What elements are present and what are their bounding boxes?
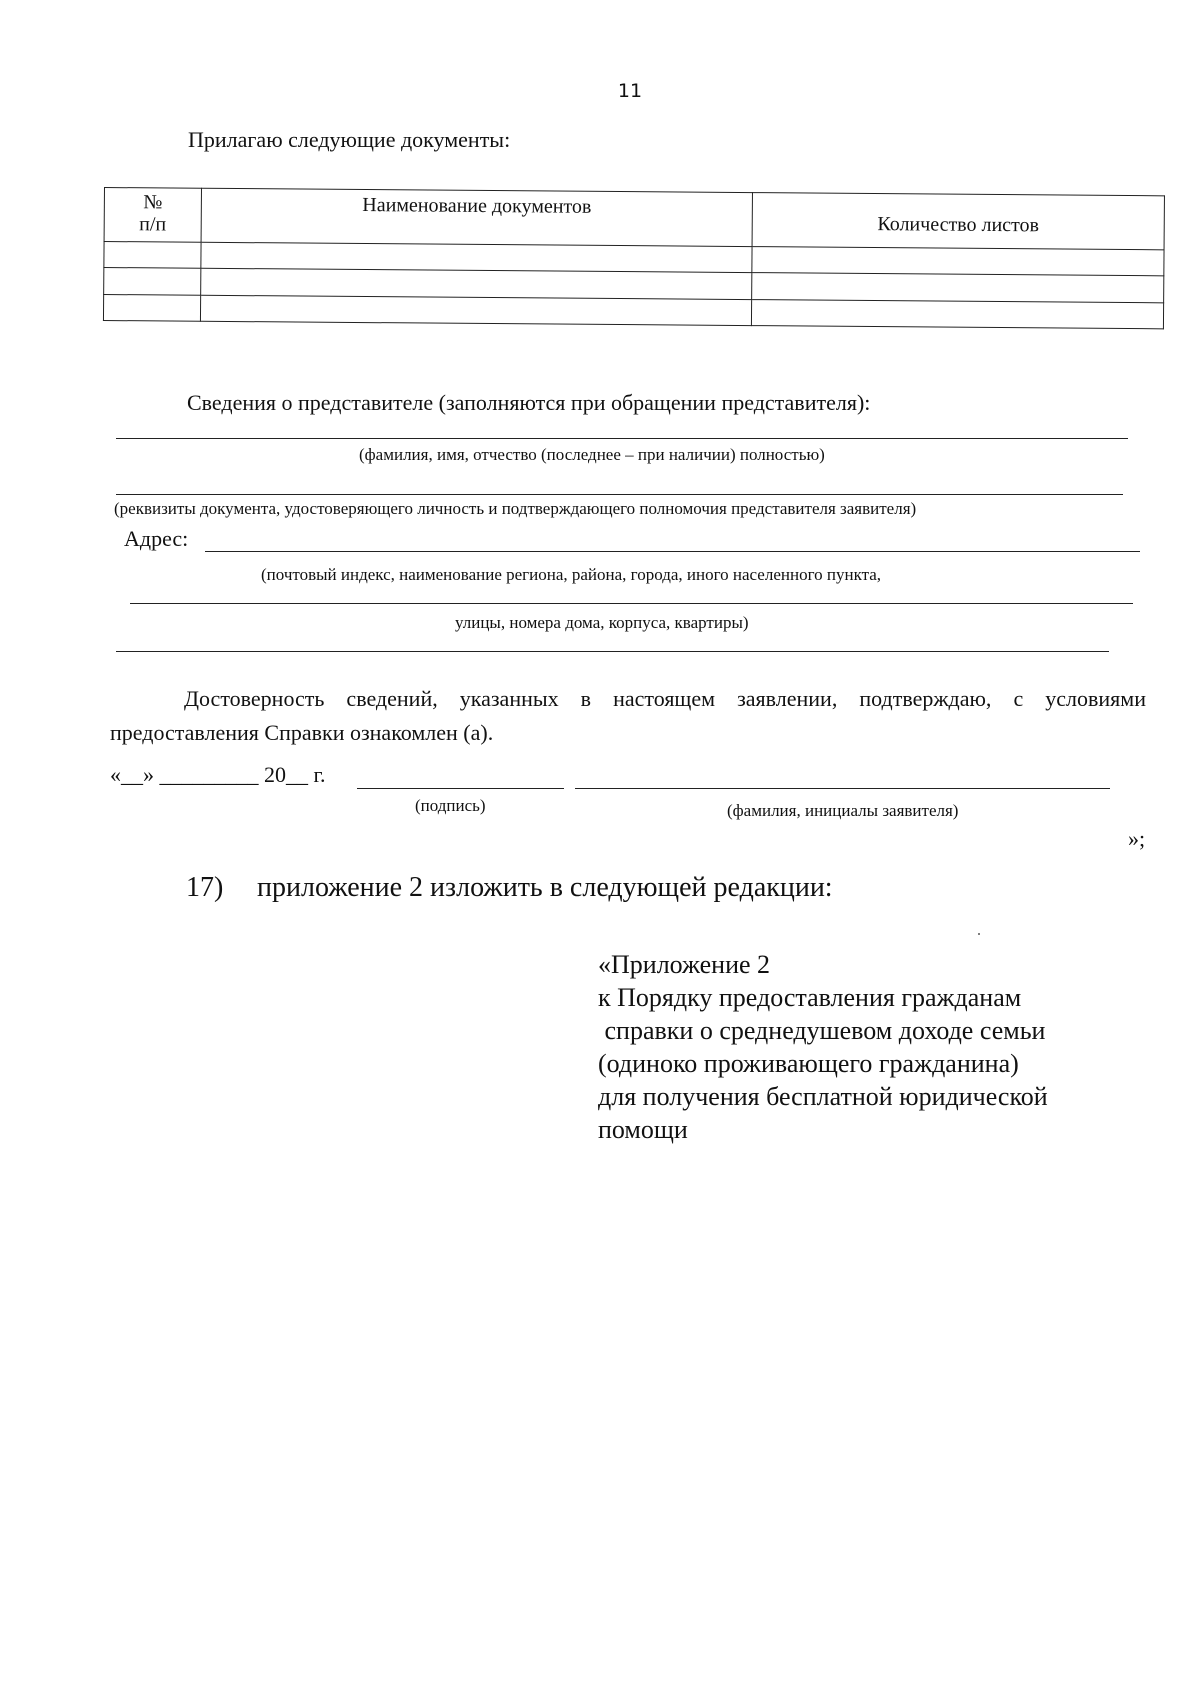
address-street-line bbox=[130, 603, 1133, 604]
representative-document-caption: (реквизиты документа, удостоверяющего личность и подтверждающего полномочия представителя заявителя) bbox=[114, 499, 917, 518]
table-cell bbox=[103, 294, 200, 321]
appendix-line-4: (одиноко проживающего гражданина) bbox=[598, 1049, 1019, 1078]
header-number-line1: № bbox=[143, 191, 163, 214]
closing-quote: »; bbox=[1128, 826, 1146, 851]
table-cell bbox=[200, 295, 751, 326]
address-caption-2: улицы, номера дома, корпуса, квартиры) bbox=[455, 613, 749, 632]
applicant-name-line bbox=[575, 788, 1110, 789]
attachments-intro: Прилагаю следующие документы: bbox=[188, 127, 511, 152]
table-cell bbox=[104, 268, 201, 295]
address-caption-1: (почтовый индекс, наименование региона, района, города, иного населенного пункта, bbox=[261, 565, 882, 584]
appendix-line-3: справки о среднедушевом доходе семьи bbox=[598, 1016, 1046, 1045]
date-field: «__» _________ 20__ г. bbox=[110, 762, 326, 787]
applicant-name-caption: (фамилия, инициалы заявителя) bbox=[727, 801, 959, 820]
representative-title: Сведения о представителе (заполняются при обращении представителя): bbox=[187, 390, 871, 415]
header-number bbox=[104, 188, 201, 243]
amendment-text: приложение 2 изложить в следующей редакции: bbox=[257, 872, 833, 903]
signature-line bbox=[357, 788, 564, 789]
representative-name-caption: (фамилия, имя, отчество (последнее – при наличии) полностью) bbox=[359, 445, 825, 464]
address-label: Адрес: bbox=[124, 526, 189, 551]
appendix-line-6: помощи bbox=[598, 1115, 688, 1144]
confirmation-paragraph bbox=[110, 682, 1146, 750]
confirmation-line-2: предоставления Справки ознакомлен (а). bbox=[110, 720, 494, 745]
representative-document-line bbox=[116, 494, 1123, 495]
appendix-line-5: для получения бесплатной юридической bbox=[598, 1082, 1048, 1111]
address-line bbox=[205, 551, 1140, 552]
table-cell bbox=[104, 242, 201, 269]
appendix-line-2: к Порядку предоставления гражданам bbox=[598, 983, 1022, 1012]
attachments-table bbox=[103, 187, 1165, 329]
signature-caption: (подпись) bbox=[415, 796, 486, 815]
header-document-name: Наименование документов bbox=[201, 188, 752, 246]
appendix-header bbox=[598, 948, 1048, 1146]
header-sheet-count: Количество листов bbox=[752, 193, 1164, 250]
address-extra-line bbox=[116, 651, 1109, 652]
scan-speck bbox=[978, 933, 980, 935]
header-number-line2: п/п bbox=[139, 213, 167, 236]
confirmation-line-1: Достоверность сведений, указанных в настоящем заявлении, подтверждаю, с условиями bbox=[184, 686, 1146, 711]
table-cell bbox=[752, 273, 1164, 303]
table-cell bbox=[751, 299, 1163, 329]
representative-name-line bbox=[116, 438, 1128, 439]
table-header-row bbox=[104, 188, 1164, 250]
appendix-line-1: «Приложение 2 bbox=[598, 950, 771, 979]
table-cell bbox=[752, 247, 1164, 277]
page-number: 11 bbox=[617, 80, 643, 102]
amendment-number: 17) bbox=[186, 872, 224, 903]
